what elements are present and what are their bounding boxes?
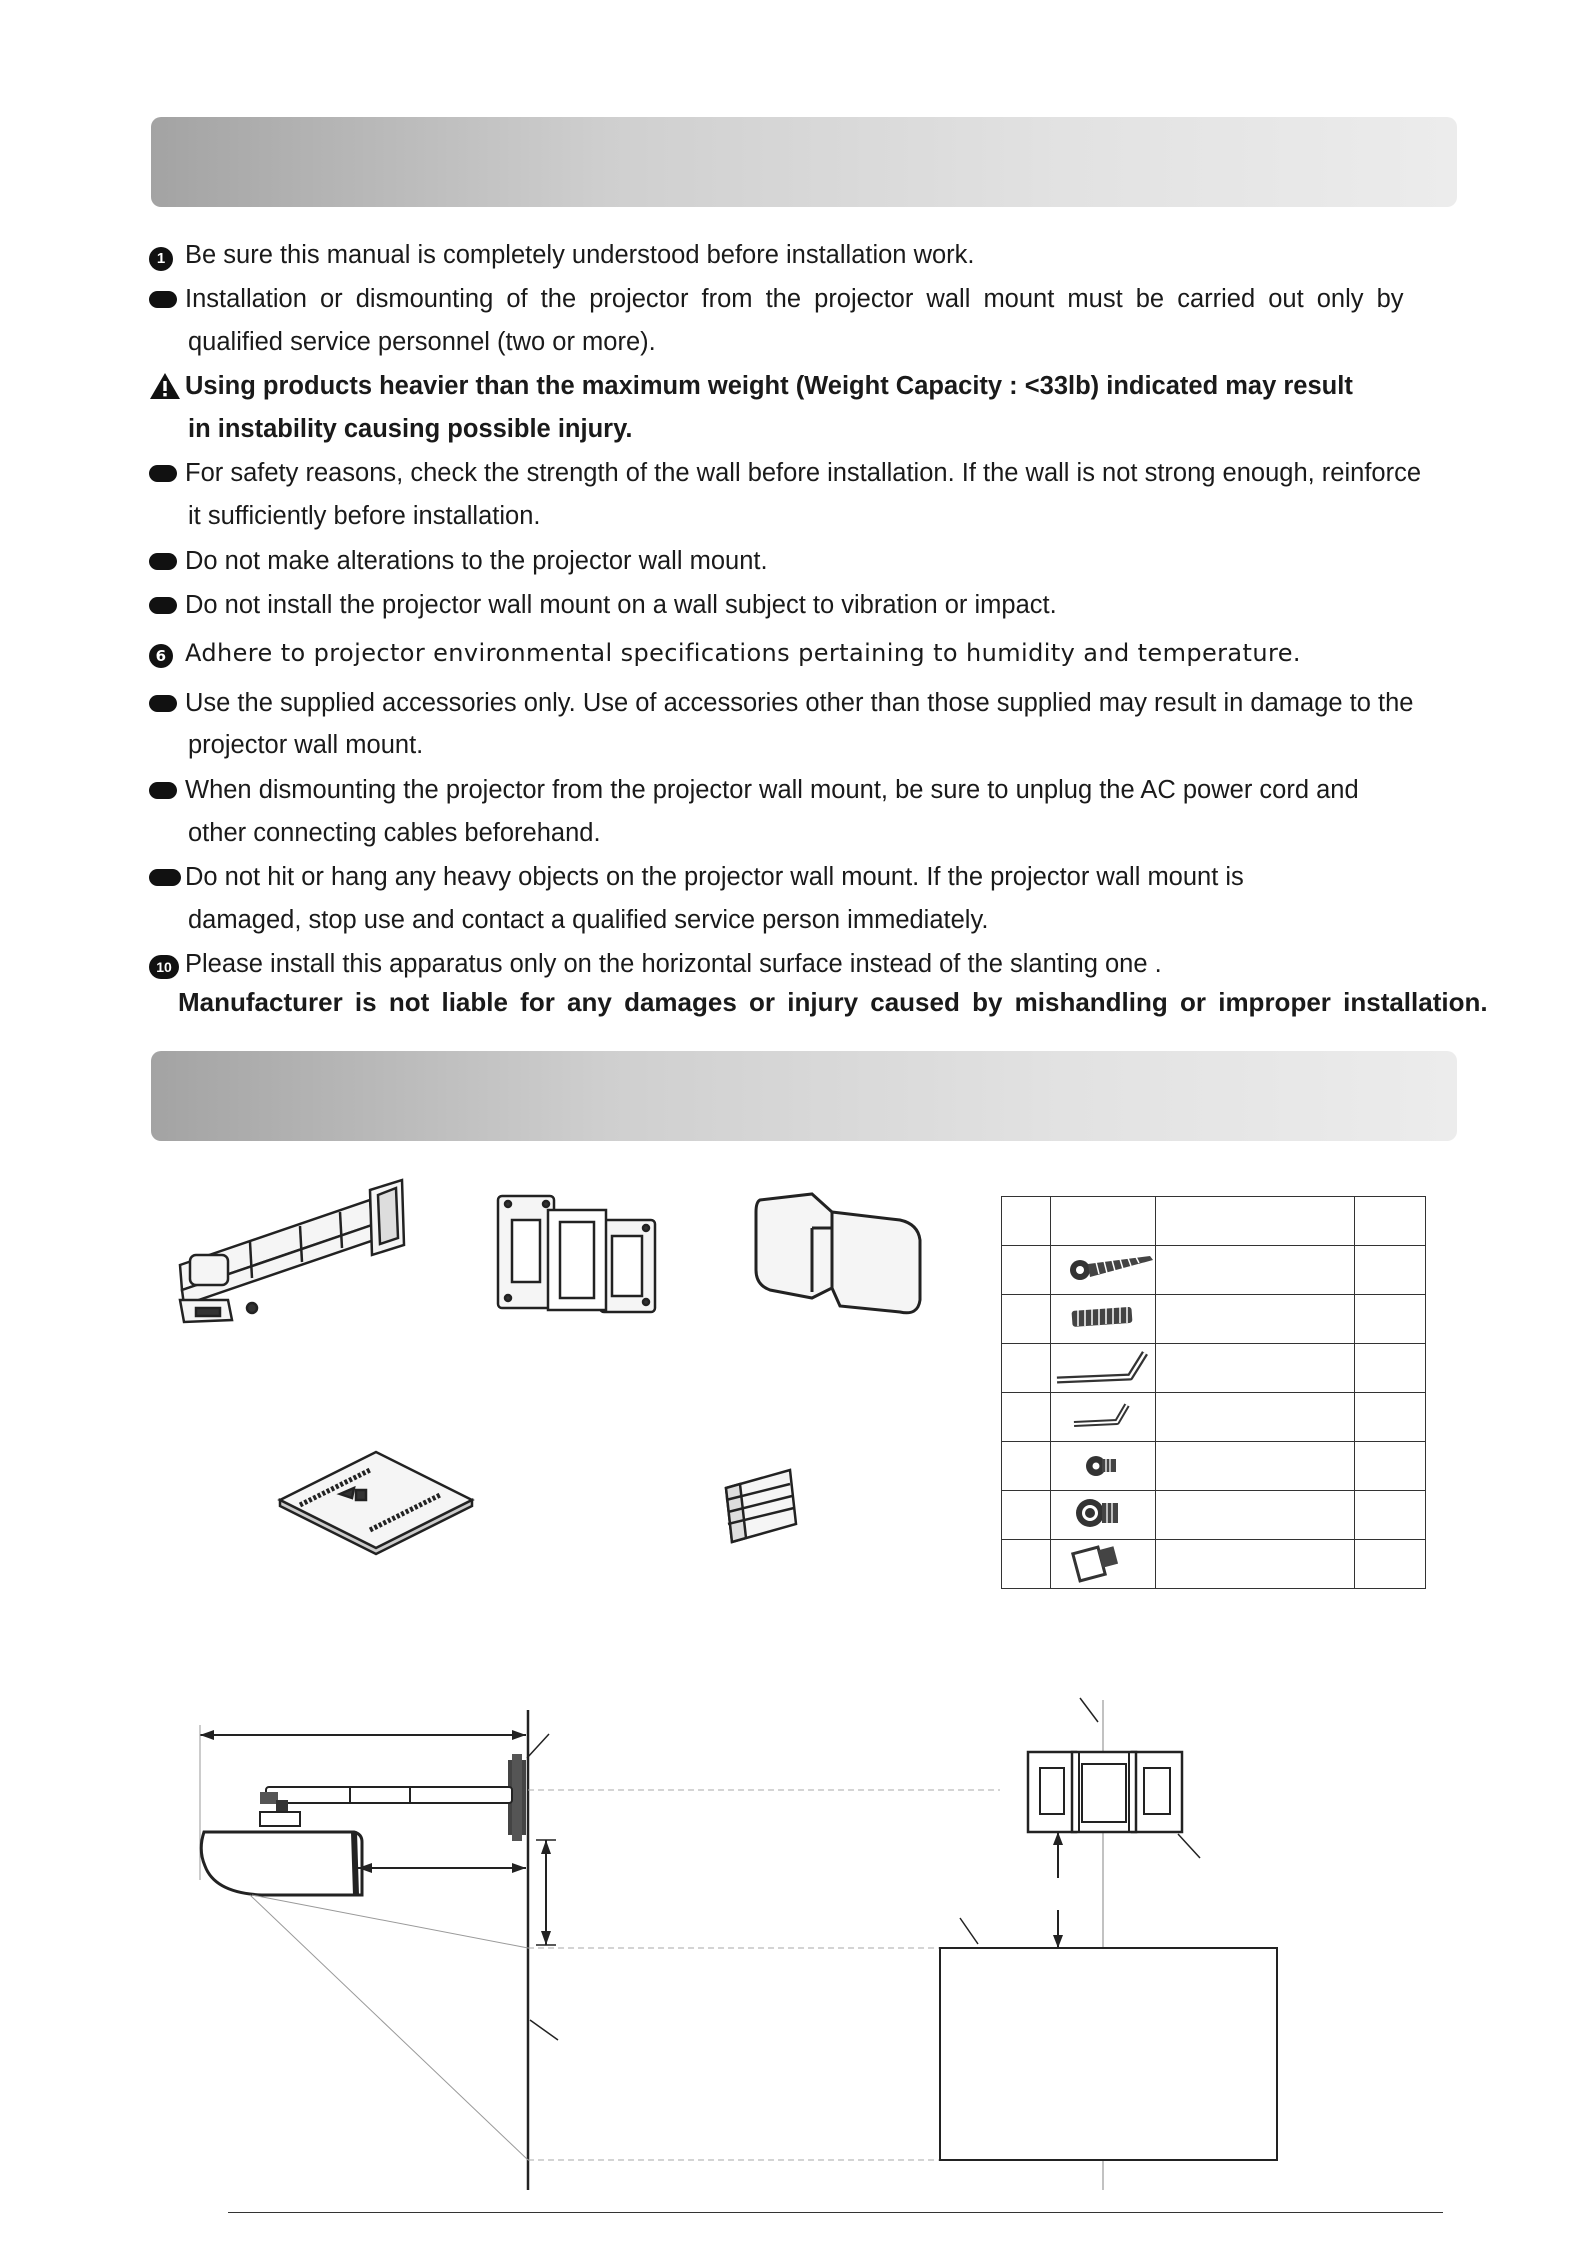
number-1-icon: 1 (149, 247, 173, 271)
rule-8-cont: projector wall mount. (188, 731, 424, 759)
rule-6-text: Do not install the projector wall mount on a wall subject to vibration or impact. (185, 591, 1057, 619)
rule-1-text: Be sure this manual is completely understood before installation work. (185, 241, 975, 269)
spacer-bolt-icon (1073, 1546, 1118, 1581)
rule-11-text: Please install this apparatus only on the horizontal surface instead of the slanting one . (185, 950, 1162, 978)
wall-anchor-icon (1072, 1305, 1133, 1327)
bracket-figure (726, 1470, 796, 1542)
rule-8-text: Use the supplied accessories only. Use of accessories other than those supplied may result in damage to the (185, 689, 1414, 717)
rule-4-text: For safety reasons, check the strength of the wall before installation. If the wall is not strong enough, reinforce (185, 459, 1422, 487)
rule-3-cont: in instability causing possible injury. (188, 415, 633, 443)
rule-2-cont: qualified service personnel (two or more). (188, 328, 656, 356)
rule-9-cont: other connecting cables beforehand. (188, 819, 601, 847)
front-view-diagram (940, 1698, 1277, 2190)
rule-4-cont: it sufficiently before installation. (188, 502, 541, 530)
screw-icon (1070, 1256, 1153, 1280)
washer-bolt-icon (1076, 1499, 1118, 1527)
rule-10-text: Do not hit or hang any heavy objects on the projector wall mount. If the projector wall mount is (185, 863, 1244, 891)
page-footer-rule (228, 2212, 1443, 2213)
long-hex-key-icon (1057, 1353, 1145, 1380)
rule-10-cont: damaged, stop use and contact a qualified service person immediately. (188, 906, 989, 934)
small-bolt-icon (1086, 1456, 1116, 1476)
number-10-icon: 10 (149, 955, 179, 979)
rule-9-text: When dismounting the projector from the projector wall mount, be sure to unplug the AC power cord and (185, 776, 1359, 804)
cover-figure (756, 1194, 920, 1313)
rule-2-text: Installation or dismounting of the projector from the projector wall mount must be carried out only by (185, 285, 1404, 313)
disclaimer-text: Manufacturer is not liable for any damages or injury caused by mishandling or improper installation. (178, 987, 1488, 1017)
side-view-diagram (200, 1710, 1000, 2190)
mounting-plate-figure (280, 1452, 472, 1554)
number-6-icon: 6 (149, 644, 173, 668)
wall-arm-figure (180, 1180, 404, 1322)
rule-3-text: Using products heavier than the maximum weight (Weight Capacity : <33lb) indicated may result (185, 372, 1353, 400)
wall-plate-figure (498, 1196, 655, 1312)
short-hex-key-icon (1074, 1405, 1127, 1424)
rule-5-text: Do not make alterations to the projector wall mount. (185, 547, 768, 575)
rule-7-text: Adhere to projector environmental specifications pertaining to humidity and temperature. (185, 639, 1301, 667)
